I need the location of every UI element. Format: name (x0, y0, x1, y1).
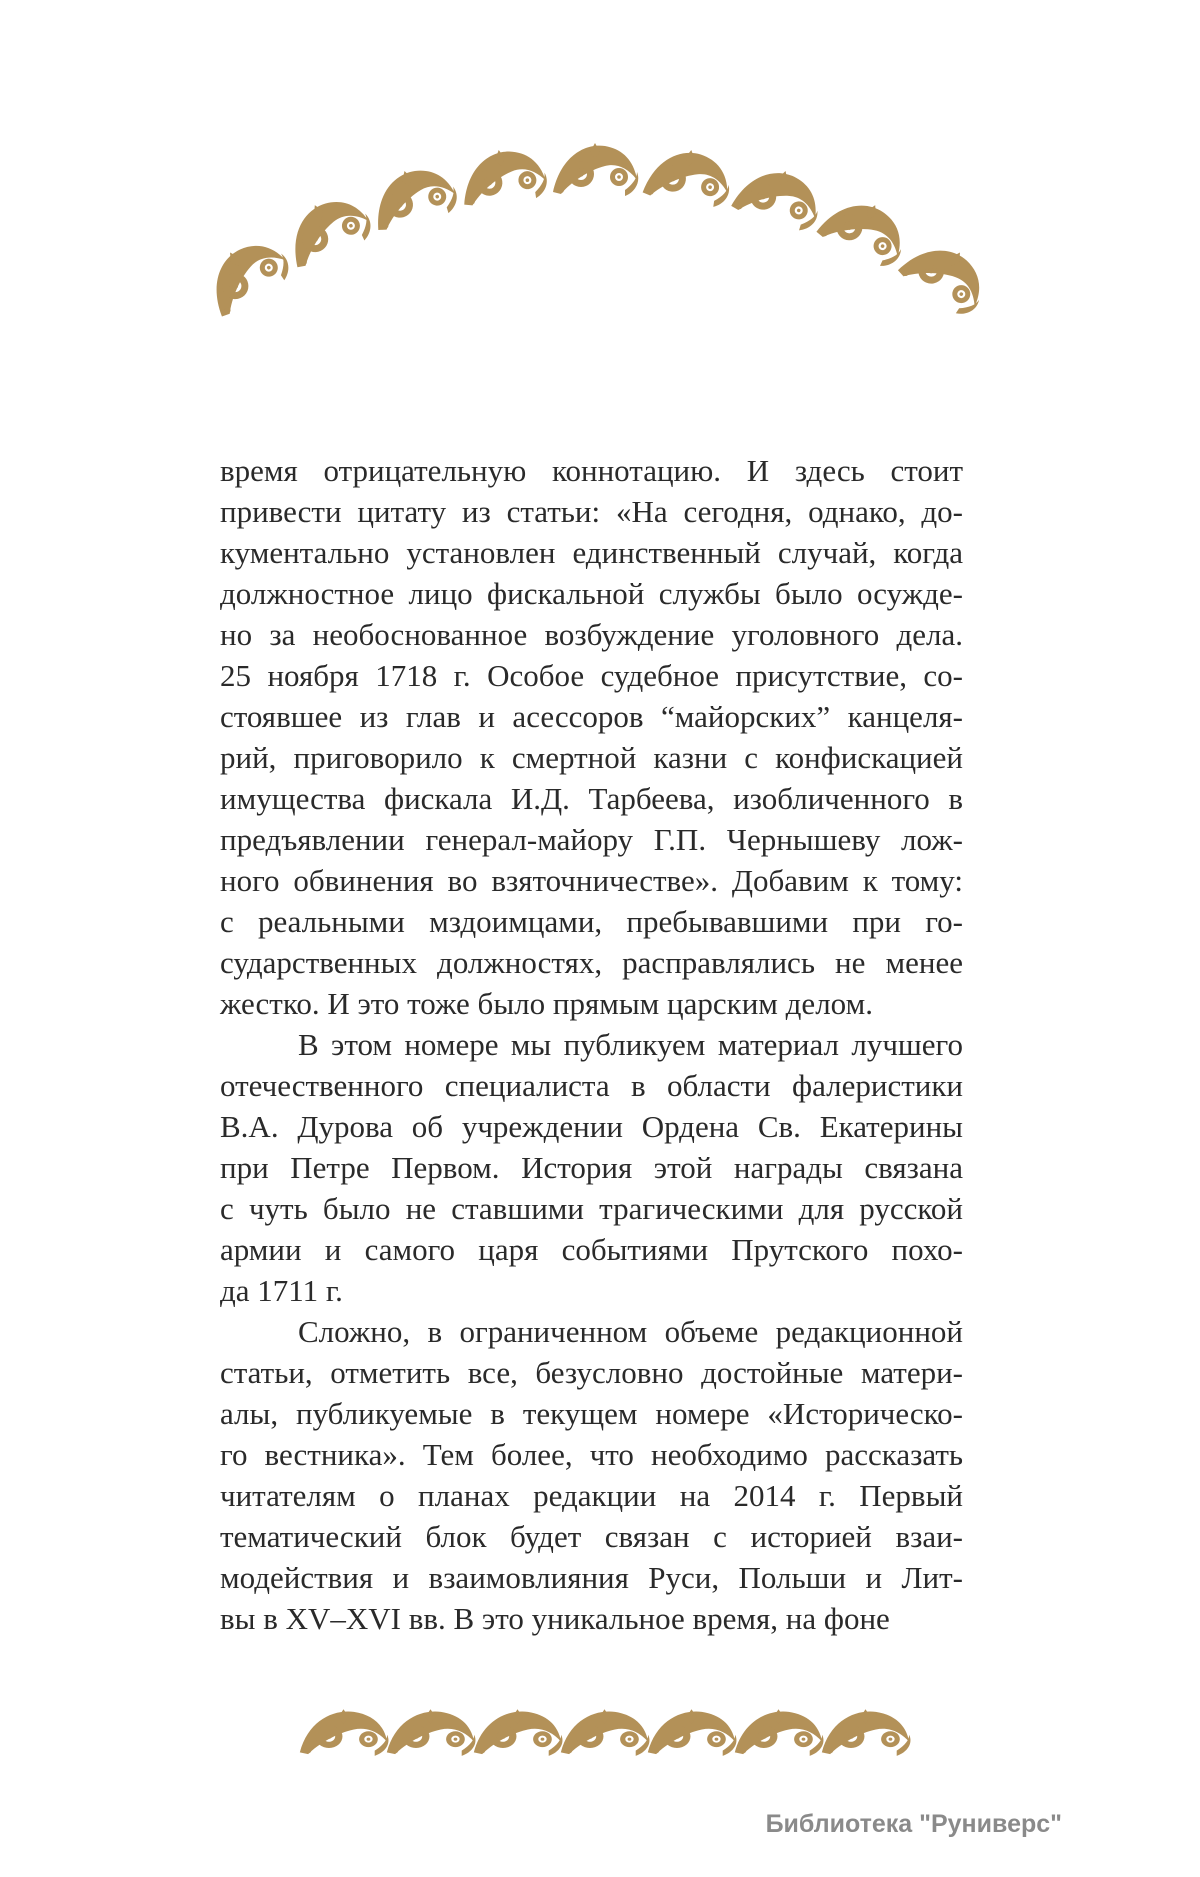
text-line: В.А. Дурова об учреждении Ордена Св. Екатерины (220, 1109, 963, 1144)
text-line: В этом номере мы публикуем материал лучшего (298, 1027, 963, 1062)
text-line: модействия и взаимовлияния Руси, Польши и Лит- (220, 1560, 963, 1595)
text-line: Сложно, в ограниченном объеме редакционной (298, 1314, 963, 1349)
text-line: с реальными мздоимцами, пребывавшими при го- (220, 904, 963, 939)
text-line: да 1711 г. (220, 1273, 343, 1308)
text-line: го вестника». Тем более, что необходимо рассказать (220, 1437, 963, 1472)
bottom-ornament (300, 1709, 911, 1756)
text-line: с чуть было не ставшими трагическими для русской (220, 1191, 963, 1226)
text-line: тематический блок будет связан с историей взаи- (220, 1519, 963, 1554)
text-line: вы в XV–XVI вв. В это уникальное время, на фоне (220, 1601, 890, 1636)
text-line: алы, публикуемые в текущем номере «Историческо- (220, 1396, 963, 1431)
top-ornament (195, 143, 996, 321)
text-line: предъявлении генерал-майору Г.П. Чернышеву лож- (220, 822, 963, 857)
text-line: но за необоснованное возбуждение уголовного дела. (220, 617, 963, 652)
watermark-text: Библиотека "Руниверс" (765, 1810, 1062, 1838)
text-line: рий, приговорило к смертной казни с конфискацией (220, 740, 963, 775)
body-text-column (220, 450, 963, 1639)
text-line: сударственных должностях, расправлялись не менее (220, 945, 963, 980)
text-line: отечественного специалиста в области фалеристики (220, 1068, 963, 1103)
text-line: стоявшее из глав и асессоров “майорских” канцеля- (220, 699, 963, 734)
text-line: статьи, отметить все, безусловно достойные матери- (220, 1355, 963, 1390)
text-line: кументально установлен единственный случай, когда (220, 535, 963, 570)
text-line: должностное лицо фискальной службы было осужде- (220, 576, 963, 611)
text-line: 25 ноября 1718 г. Особое судебное присутствие, со- (220, 658, 963, 693)
library-watermark (0, 1810, 1062, 1839)
text-line: привести цитату из статьи: «На сегодня, однако, до- (220, 494, 963, 529)
text-line: армии и самого царя событиями Прутского похо- (220, 1232, 963, 1267)
text-line: читателям о планах редакции на 2014 г. Первый (220, 1478, 963, 1513)
text-line: имущества фискала И.Д. Тарбеева, изобличенного в (220, 781, 963, 816)
text-line: жестко. И это тоже было прямым царским делом. (220, 986, 873, 1021)
text-line: время отрицательную коннотацию. И здесь стоит (220, 453, 963, 488)
text-line: при Петре Первом. История этой награды связана (220, 1150, 963, 1185)
text-line: ного обвинения во взяточничестве». Добавим к тому: (220, 863, 963, 898)
